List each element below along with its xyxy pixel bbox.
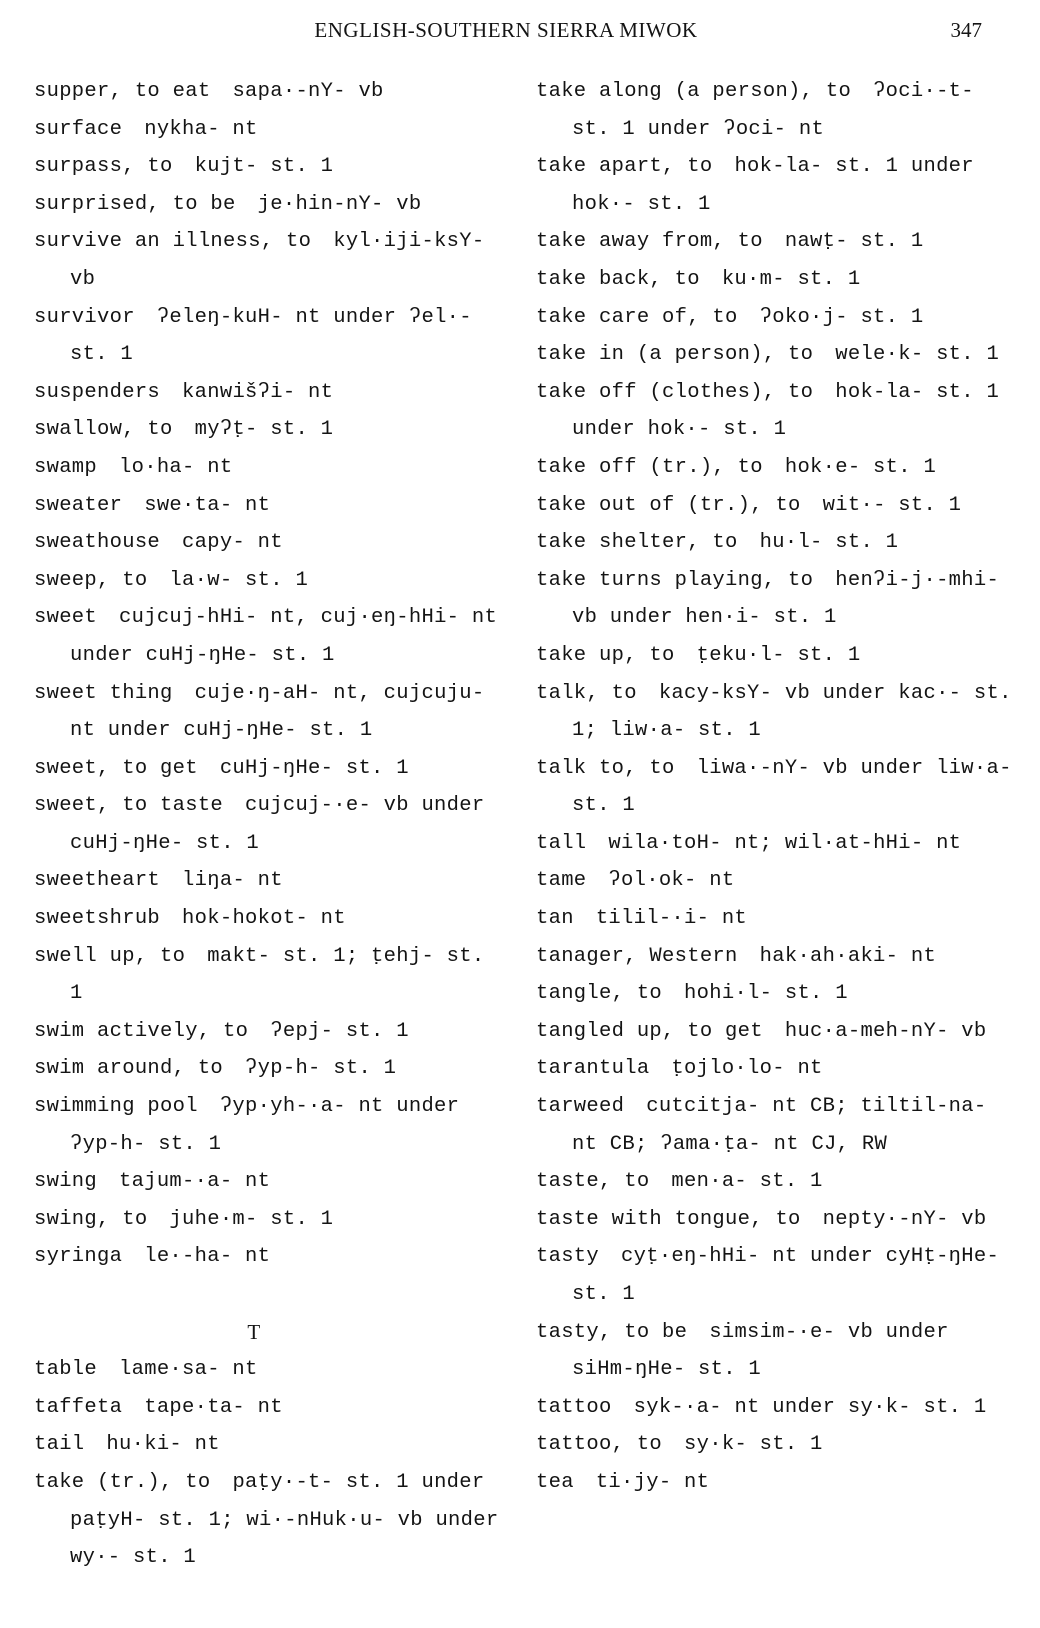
dictionary-entry bbox=[536, 524, 1016, 562]
dictionary-entry bbox=[34, 599, 504, 674]
dictionary-entry bbox=[34, 675, 504, 750]
entry-gloss: kanwišʔi- nt bbox=[182, 380, 334, 404]
entry-headword: sweetheart bbox=[34, 869, 161, 893]
entry-gloss: wele·k- st. 1 bbox=[835, 343, 1000, 367]
entry-gloss: kacy-ksY- vb under kac·- st. 1; liw·a- st. 1 bbox=[572, 681, 1012, 743]
entry-headword: tan bbox=[536, 907, 574, 931]
dictionary-entry bbox=[34, 787, 504, 862]
entry-headword: tattoo bbox=[536, 1395, 612, 1419]
entry-headword: tame bbox=[536, 869, 587, 893]
dictionary-entry bbox=[34, 1201, 504, 1239]
entry-gloss: ʔol·ok- nt bbox=[608, 869, 735, 893]
dictionary-entry bbox=[34, 411, 504, 449]
entry-gloss: nykha- nt bbox=[144, 117, 258, 141]
dictionary-entry bbox=[536, 1389, 1016, 1427]
dictionary-entry bbox=[536, 1314, 1016, 1389]
dictionary-entry bbox=[34, 148, 504, 186]
entry-gloss: hu·ki- nt bbox=[106, 1433, 220, 1457]
entry-gloss: ʔoko·j- st. 1 bbox=[759, 305, 924, 329]
entry-gloss: ṭojlo·lo- nt bbox=[671, 1057, 823, 1081]
dictionary-entry bbox=[536, 825, 1016, 863]
dictionary-entry bbox=[536, 1201, 1016, 1239]
entry-headword: taste, to bbox=[536, 1170, 650, 1194]
dictionary-entry bbox=[536, 1238, 1016, 1313]
dictionary-entry bbox=[34, 111, 504, 149]
entry-gloss: huc·a-meh-nY- vb bbox=[784, 1019, 987, 1043]
entry-gloss: myʔṭ- st. 1 bbox=[194, 418, 334, 442]
dictionary-entry bbox=[536, 336, 1016, 374]
entry-headword: tangle, to bbox=[536, 982, 663, 1006]
entry-gloss: ʔeleŋ-kuH- nt under ʔel·- st. 1 bbox=[70, 305, 472, 367]
dictionary-entry bbox=[536, 1163, 1016, 1201]
dictionary-entry bbox=[536, 637, 1016, 675]
entry-gloss: hohi·l- st. 1 bbox=[684, 982, 848, 1006]
dictionary-entry bbox=[34, 562, 504, 600]
entry-gloss: swe·ta- nt bbox=[144, 493, 271, 517]
entry-gloss: tape·ta- nt bbox=[144, 1395, 283, 1419]
entry-headword: take off (tr.), to bbox=[536, 455, 763, 479]
entry-gloss: cyṭ·eŋ-hHi- nt under cyHṭ-ŋHe- st. 1 bbox=[572, 1245, 1000, 1306]
entry-headword: sweet, to taste bbox=[34, 794, 224, 818]
entry-gloss: henʔi-j·-mhi- vb under hen·i- st. 1 bbox=[572, 568, 1000, 630]
dictionary-entry bbox=[34, 862, 504, 900]
entry-headword: swing bbox=[34, 1170, 98, 1194]
entry-headword: survive an illness, to bbox=[34, 230, 312, 254]
entry-gloss: cuHj-ŋHe- st. 1 bbox=[219, 756, 409, 780]
entry-gloss: ʔyp·yh-·a- nt under ʔyp-h- st. 1 bbox=[70, 1095, 460, 1156]
entry-gloss: men·a- st. 1 bbox=[671, 1170, 823, 1194]
dictionary-entry bbox=[34, 299, 504, 374]
entry-headword: tattoo, to bbox=[536, 1433, 663, 1457]
entry-gloss: wit·- st. 1 bbox=[822, 493, 962, 517]
page-header bbox=[0, 18, 1040, 48]
dictionary-entry bbox=[34, 1351, 504, 1389]
dictionary-entry bbox=[34, 1426, 504, 1464]
dictionary-entry bbox=[34, 449, 504, 487]
entry-headword: table bbox=[34, 1358, 98, 1382]
entry-headword: swim around, to bbox=[34, 1057, 224, 1081]
entry-gloss: cutcitja- nt CB; tiltil-na- nt CB; ʔama·ṭa- nt CJ, RW bbox=[572, 1095, 987, 1156]
entry-headword: sweater bbox=[34, 493, 123, 517]
dictionary-entry bbox=[536, 1464, 1016, 1502]
entry-gloss: simsim-·e- vb under siHm-ŋHe- st. 1 bbox=[572, 1320, 949, 1382]
entry-headword: surpass, to bbox=[34, 155, 173, 179]
dictionary-entry bbox=[536, 223, 1016, 261]
dictionary-entry bbox=[536, 1013, 1016, 1051]
entry-headword: swimming pool bbox=[34, 1095, 198, 1119]
entry-headword: suspenders bbox=[34, 380, 161, 404]
entry-gloss: makt- st. 1; ṭehj- st. 1 bbox=[70, 944, 485, 1006]
entry-headword: talk to, to bbox=[536, 756, 675, 780]
entry-headword: take (tr.), to bbox=[34, 1470, 211, 1494]
dictionary-entry bbox=[536, 487, 1016, 525]
entry-headword: sweet bbox=[34, 606, 98, 630]
entry-headword: survivor bbox=[34, 305, 135, 329]
entry-gloss: juhe·m- st. 1 bbox=[169, 1207, 334, 1231]
dictionary-entry bbox=[536, 750, 1016, 825]
entry-headword: swim actively, to bbox=[34, 1019, 249, 1043]
dictionary-entry bbox=[536, 862, 1016, 900]
dictionary-entry bbox=[536, 299, 1016, 337]
entry-gloss: hok·e- st. 1 bbox=[784, 455, 937, 479]
dictionary-entry bbox=[34, 487, 504, 525]
dictionary-entry bbox=[34, 1238, 504, 1276]
dictionary-entry bbox=[536, 938, 1016, 976]
entry-gloss: ti·jy- nt bbox=[595, 1470, 710, 1494]
left-entries bbox=[34, 73, 504, 1276]
entry-headword: supper, to eat bbox=[34, 80, 211, 103]
section-letter: T bbox=[247, 1319, 261, 1344]
entry-headword: taste with tongue, to bbox=[536, 1207, 801, 1231]
dictionary-entry bbox=[34, 374, 504, 412]
entry-gloss: kyl·iji-ksY- vb bbox=[70, 230, 485, 291]
entry-headword: sweep, to bbox=[34, 568, 148, 592]
entry-headword: swell up, to bbox=[34, 944, 186, 968]
right-column bbox=[536, 73, 1016, 1502]
running-title: ENGLISH-SOUTHERN SIERRA MIWOK bbox=[314, 18, 698, 42]
entry-gloss: hok-hokot- nt bbox=[182, 907, 346, 931]
entry-headword: take turns playing, to bbox=[536, 568, 814, 592]
entry-gloss: kujt- st. 1 bbox=[194, 155, 334, 179]
entry-gloss: tajum-·a- nt bbox=[119, 1170, 271, 1194]
entry-gloss: ṭeku·l- st. 1 bbox=[696, 643, 861, 667]
entry-headword: tasty bbox=[536, 1245, 600, 1269]
entry-headword: take off (clothes), to bbox=[536, 380, 814, 404]
entry-headword: take away from, to bbox=[536, 230, 763, 254]
entry-gloss: ʔyp-h- st. 1 bbox=[245, 1057, 397, 1081]
entry-headword: sweet, to get bbox=[34, 756, 198, 780]
dictionary-entry bbox=[536, 1050, 1016, 1088]
entry-gloss: hak·ah·aki- nt bbox=[759, 944, 937, 968]
entry-gloss: hok-la- st. 1 under hok·- st. 1 bbox=[572, 155, 974, 216]
entry-gloss: syk-·a- nt under sy·k- st. 1 bbox=[633, 1395, 987, 1419]
entry-gloss: wila·toH- nt; wil·at-hHi- nt bbox=[608, 831, 962, 855]
entry-headword: taffeta bbox=[34, 1395, 123, 1419]
dictionary-entry bbox=[34, 186, 504, 224]
left-column bbox=[34, 73, 504, 1577]
entry-headword: tarantula bbox=[536, 1057, 650, 1081]
dictionary-entry bbox=[536, 261, 1016, 299]
entry-gloss: ʔepj- st. 1 bbox=[270, 1019, 409, 1043]
dictionary-entry bbox=[34, 900, 504, 938]
dictionary-entry bbox=[536, 975, 1016, 1013]
entry-headword: surprised, to be bbox=[34, 192, 236, 216]
entry-headword: tail bbox=[34, 1433, 85, 1457]
dictionary-entry bbox=[34, 1163, 504, 1201]
entry-headword: swallow, to bbox=[34, 418, 173, 442]
entry-gloss: nepty·-nY- vb bbox=[822, 1207, 987, 1231]
entry-headword: take out of (tr.), to bbox=[536, 493, 801, 517]
entry-gloss: liŋa- nt bbox=[182, 869, 283, 893]
entry-gloss: sy·k- st. 1 bbox=[684, 1433, 823, 1457]
dictionary-entry bbox=[34, 1389, 504, 1427]
dictionary-entry bbox=[536, 148, 1016, 223]
dictionary-entry bbox=[34, 1464, 504, 1577]
entry-gloss: cujcuj-·e- vb under cuHj-ŋHe- st. 1 bbox=[70, 794, 485, 855]
entry-gloss: nawṭ- st. 1 bbox=[784, 230, 924, 254]
entry-gloss: je·hin-nY- vb bbox=[257, 192, 422, 216]
entry-gloss: hok-la- st. 1 under hok·- st. 1 bbox=[572, 380, 1000, 442]
entry-gloss: le·-ha- nt bbox=[144, 1245, 271, 1269]
entry-headword: sweet thing bbox=[34, 681, 173, 705]
dictionary-entry bbox=[536, 900, 1016, 938]
dictionary-entry bbox=[536, 1426, 1016, 1464]
entry-headword: take apart, to bbox=[536, 155, 713, 179]
dictionary-entry bbox=[34, 223, 504, 298]
entry-headword: talk, to bbox=[536, 681, 637, 705]
entry-headword: take along (a person), to bbox=[536, 80, 852, 103]
entry-headword: take back, to bbox=[536, 267, 700, 291]
dictionary-entry bbox=[34, 750, 504, 788]
entry-gloss: la·w- st. 1 bbox=[169, 568, 309, 592]
entry-gloss: lo·ha- nt bbox=[119, 455, 233, 479]
entry-headword: take shelter, to bbox=[536, 531, 738, 555]
dictionary-entry bbox=[34, 524, 504, 562]
dictionary-entry bbox=[34, 1050, 504, 1088]
dictionary-entry bbox=[536, 1088, 1016, 1163]
entry-gloss: paṭy·-t- st. 1 under paṭyH- st. 1; wi·-nHuk·u- vb under wy·- st. 1 bbox=[70, 1470, 499, 1570]
entry-gloss: ku·m- st. 1 bbox=[721, 267, 861, 291]
entry-gloss: lame·sa- nt bbox=[119, 1358, 258, 1382]
entry-headword: tarweed bbox=[536, 1095, 625, 1119]
left-t-entries bbox=[34, 1351, 504, 1577]
entry-gloss: ʔoci·-t- st. 1 under ʔoci- nt bbox=[572, 80, 974, 141]
entry-headword: tasty, to be bbox=[536, 1320, 688, 1344]
entry-headword: surface bbox=[34, 117, 123, 141]
entry-headword: take care of, to bbox=[536, 305, 738, 329]
page-number: 347 bbox=[950, 18, 982, 42]
dictionary-entry bbox=[536, 73, 1016, 148]
entry-gloss: tilil-·i- nt bbox=[595, 907, 748, 931]
entry-headword: swamp bbox=[34, 455, 98, 479]
entry-gloss: capy- nt bbox=[182, 531, 283, 555]
dictionary-entry bbox=[34, 1013, 504, 1051]
entry-headword: take in (a person), to bbox=[536, 343, 814, 367]
entry-gloss: sapa·-nY- vb bbox=[232, 80, 384, 103]
dictionary-entry bbox=[34, 938, 504, 1013]
entry-gloss: liwa·-nY- vb under liw·a- st. 1 bbox=[572, 756, 1012, 818]
dictionary-entry bbox=[536, 449, 1016, 487]
right-entries bbox=[536, 73, 1016, 1502]
entry-headword: tall bbox=[536, 831, 587, 855]
entry-gloss: cujcuj-hHi- nt, cuj·eŋ-hHi- nt under cuHj-ŋHe- st. 1 bbox=[70, 606, 498, 667]
entry-headword: sweathouse bbox=[34, 531, 161, 555]
entry-headword: take up, to bbox=[536, 643, 675, 667]
dictionary-entry bbox=[536, 675, 1016, 750]
entry-headword: tea bbox=[536, 1470, 574, 1494]
entry-headword: syringa bbox=[34, 1245, 123, 1269]
entry-gloss: hu·l- st. 1 bbox=[759, 531, 899, 555]
entry-headword: tanager, Western bbox=[536, 944, 738, 968]
dictionary-entry bbox=[34, 1088, 504, 1163]
entry-headword: sweetshrub bbox=[34, 907, 161, 931]
entry-gloss: cuje·ŋ-aH- nt, cujcuju- nt under cuHj-ŋHe- st. 1 bbox=[70, 681, 485, 743]
dictionary-entry bbox=[34, 73, 504, 111]
entry-headword: swing, to bbox=[34, 1207, 148, 1231]
dictionary-entry bbox=[536, 562, 1016, 637]
entry-headword: tangled up, to get bbox=[536, 1019, 763, 1043]
dictionary-entry bbox=[536, 374, 1016, 449]
